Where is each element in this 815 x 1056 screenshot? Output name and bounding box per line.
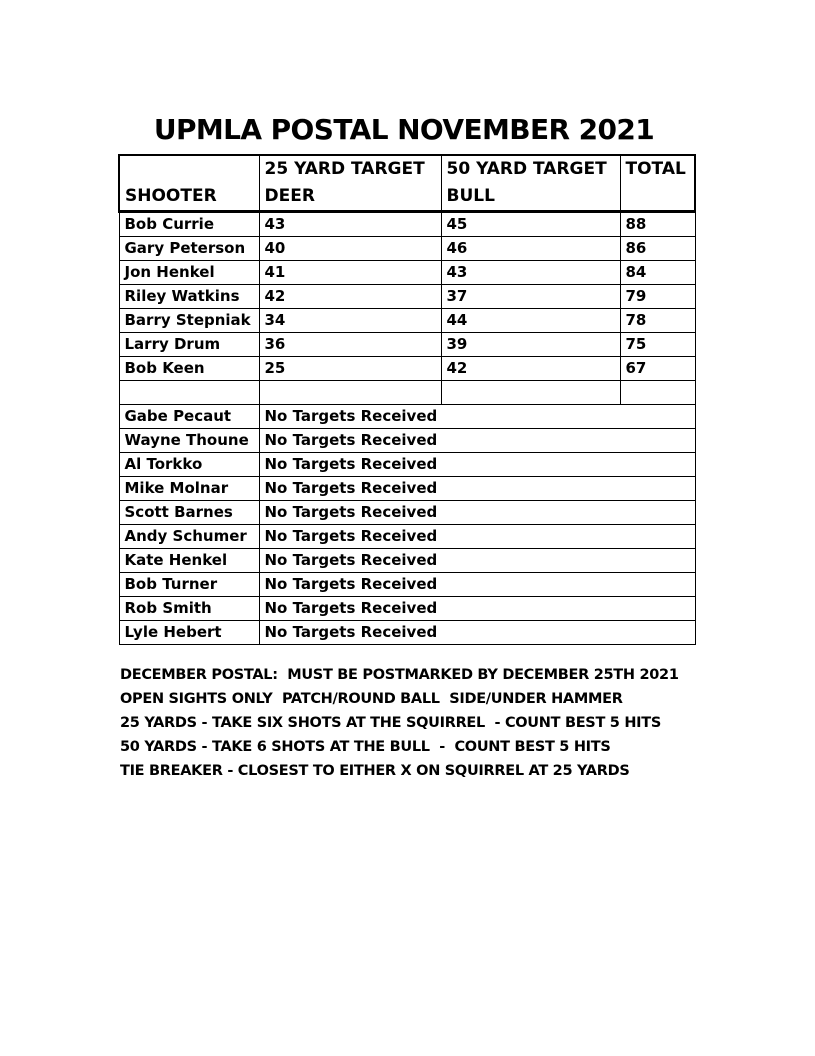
header-50-yard-line2: BULL — [446, 186, 495, 206]
table-row — [119, 501, 695, 525]
table-row — [119, 621, 695, 645]
score-25-yard: 41 — [259, 261, 441, 285]
shooter-name: Jon Henkel — [119, 261, 259, 285]
shooter-name: Al Torkko — [119, 453, 259, 477]
score-total: 88 — [620, 212, 695, 237]
note-line-sights: OPEN SIGHTS ONLY PATCH/ROUND BALL SIDE/UNDER HAMMER — [120, 691, 623, 707]
score-50-yard: 43 — [441, 261, 620, 285]
shooter-name: Gabe Pecaut — [119, 405, 259, 429]
table-row — [119, 549, 695, 573]
note-line-25-yards: 25 YARDS - TAKE SIX SHOTS AT THE SQUIRREL - COUNT BEST 5 HITS — [120, 715, 661, 731]
score-25-yard: 43 — [259, 212, 441, 237]
table-row — [119, 597, 695, 621]
header-25-yard — [259, 155, 441, 212]
shooter-name: Bob Keen — [119, 357, 259, 381]
score-total: 79 — [620, 285, 695, 309]
status-cell: No Targets Received — [259, 405, 695, 429]
shooter-name: Mike Molnar — [119, 477, 259, 501]
shooter-name: Rob Smith — [119, 597, 259, 621]
status-cell: No Targets Received — [259, 549, 695, 573]
shooter-name: Bob Turner — [119, 573, 259, 597]
shooter-name: Bob Currie — [119, 212, 259, 237]
score-50-yard: 46 — [441, 237, 620, 261]
status-cell: No Targets Received — [259, 525, 695, 549]
table-row — [119, 237, 695, 261]
table-row — [119, 477, 695, 501]
status-cell: No Targets Received — [259, 429, 695, 453]
note-line-deadline: DECEMBER POSTAL: MUST BE POSTMARKED BY DECEMBER 25TH 2021 — [120, 667, 679, 683]
header-total: TOTAL — [620, 155, 695, 212]
table-row — [119, 309, 695, 333]
score-25-yard: 25 — [259, 357, 441, 381]
empty-cell — [441, 381, 620, 405]
table-row — [119, 429, 695, 453]
score-50-yard: 44 — [441, 309, 620, 333]
score-50-yard: 45 — [441, 212, 620, 237]
score-25-yard: 40 — [259, 237, 441, 261]
score-25-yard: 34 — [259, 309, 441, 333]
status-cell: No Targets Received — [259, 573, 695, 597]
note-line-tie-breaker: TIE BREAKER - CLOSEST TO EITHER X ON SQUIRREL AT 25 YARDS — [120, 763, 630, 779]
shooter-name: Kate Henkel — [119, 549, 259, 573]
rules-notes — [120, 663, 720, 783]
empty-cell — [259, 381, 441, 405]
shooter-name: Riley Watkins — [119, 285, 259, 309]
shooter-name: Gary Peterson — [119, 237, 259, 261]
status-cell: No Targets Received — [259, 501, 695, 525]
table-row — [119, 333, 695, 357]
table-row — [119, 405, 695, 429]
score-total: 75 — [620, 333, 695, 357]
header-50-yard-line1: 50 YARD TARGET — [446, 159, 607, 179]
empty-cell — [620, 381, 695, 405]
shooter-name: Wayne Thoune — [119, 429, 259, 453]
table-header-row — [119, 155, 695, 212]
results-table — [118, 154, 696, 645]
shooter-name: Andy Schumer — [119, 525, 259, 549]
score-50-yard: 42 — [441, 357, 620, 381]
table-row — [119, 212, 695, 237]
score-25-yard: 36 — [259, 333, 441, 357]
shooter-name: Larry Drum — [119, 333, 259, 357]
table-row — [119, 261, 695, 285]
note-line-50-yards: 50 YARDS - TAKE 6 SHOTS AT THE BULL - COUNT BEST 5 HITS — [120, 739, 611, 755]
header-25-yard-line2: DEER — [264, 186, 315, 206]
empty-cell — [119, 381, 259, 405]
score-50-yard: 39 — [441, 333, 620, 357]
table-row — [119, 573, 695, 597]
table-row — [119, 357, 695, 381]
page-title: UPMLA POSTAL NOVEMBER 2021 — [153, 113, 655, 146]
score-total: 78 — [620, 309, 695, 333]
table-row — [119, 285, 695, 309]
shooter-name: Scott Barnes — [119, 501, 259, 525]
table-row — [119, 525, 695, 549]
score-total: 84 — [620, 261, 695, 285]
header-50-yard — [441, 155, 620, 212]
status-cell: No Targets Received — [259, 597, 695, 621]
score-50-yard: 37 — [441, 285, 620, 309]
header-25-yard-line1: 25 YARD TARGET — [264, 159, 425, 179]
score-total: 86 — [620, 237, 695, 261]
status-cell: No Targets Received — [259, 621, 695, 645]
score-total: 67 — [620, 357, 695, 381]
shooter-name: Lyle Hebert — [119, 621, 259, 645]
status-cell: No Targets Received — [259, 453, 695, 477]
shooter-name: Barry Stepniak — [119, 309, 259, 333]
score-25-yard: 42 — [259, 285, 441, 309]
header-shooter: SHOOTER — [119, 155, 259, 212]
empty-row — [119, 381, 695, 405]
table-row — [119, 453, 695, 477]
status-cell: No Targets Received — [259, 477, 695, 501]
